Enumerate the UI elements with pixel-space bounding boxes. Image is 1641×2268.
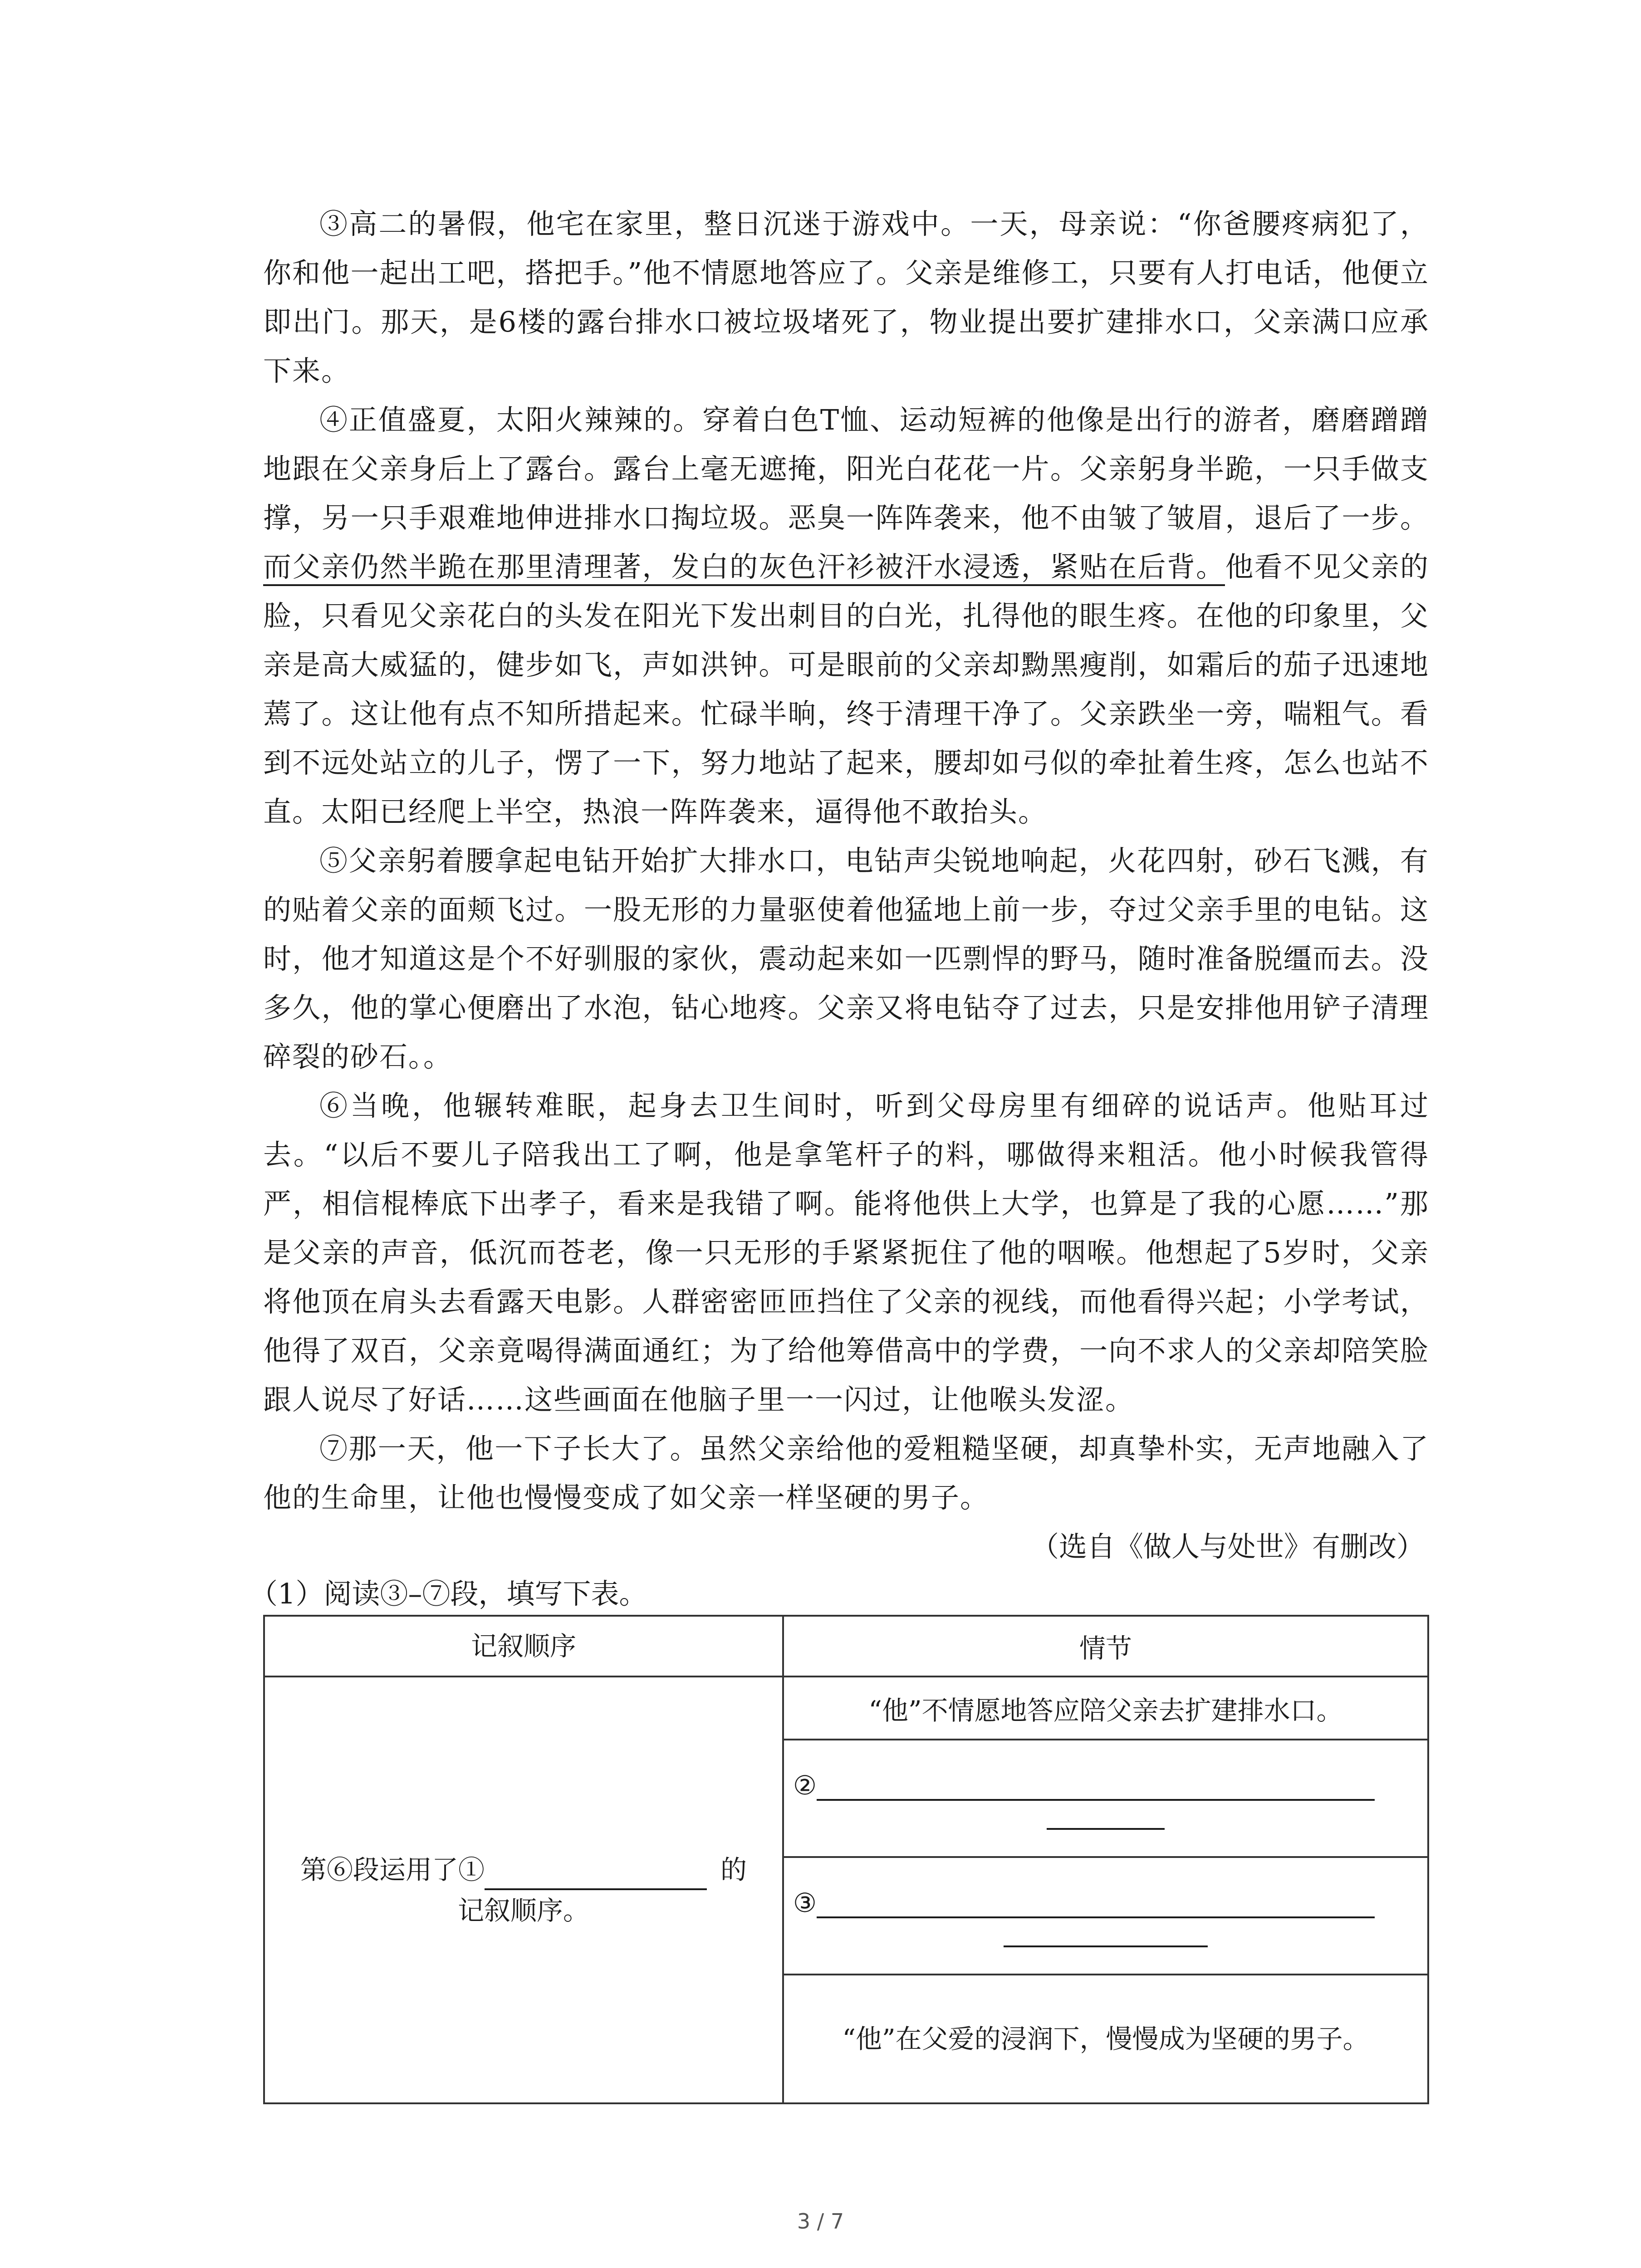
answer-blank-2-line-2[interactable] — [1047, 1801, 1165, 1830]
question-prompt: （1）阅读③–⑦段，填写下表。 — [250, 1577, 647, 1610]
plot-cell-3 — [783, 1857, 1428, 1975]
paragraph-7: ⑦那一天，他一下子长大了。虽然父亲给他的爱粗糙坚硬，却真挚朴实，无声地融入了他的生命里，让他也慢慢变成了如父亲一样坚硬的男子。 — [263, 1432, 1429, 1514]
source-citation: （选自《做人与处世》有删改） — [1030, 1530, 1425, 1563]
header-narrative-order: 记叙顺序 — [264, 1616, 783, 1677]
plot-cell-2 — [783, 1740, 1428, 1857]
passage — [250, 200, 1429, 1617]
underlined-sentence: 而父亲仍然半跪在那里清理著，发白的灰色汗衫被汗水浸透，紧贴在后背。 — [263, 550, 1225, 586]
narrative-order-suffix: 的 — [720, 1854, 747, 1885]
blank-2-label: ② — [793, 1769, 817, 1801]
narrative-order-cell — [264, 1677, 783, 2103]
blank-3-label: ③ — [793, 1887, 817, 1918]
plot-cell-1: “他”不情愿地答应陪父亲去扩建排水口。 — [783, 1677, 1428, 1740]
paragraph-4 — [263, 396, 1429, 836]
page-number: 3 / 7 — [797, 2209, 844, 2234]
paragraph-4-part-1: ④正值盛夏，太阳火辣辣的。穿着白色T恤、运动短裤的他像是出行的游者，磨磨蹭蹭地跟在父亲身后上了露台。露台上毫无遮掩，阳光白花花一片。父亲躬身半跪，一只手做支撑，另一只手艰难地伸进排水口掏垃圾。恶臭一阵阵袭来，他不由皱了皱眉，退后了一步。 — [263, 403, 1429, 534]
plot-cell-4 — [783, 1975, 1428, 2103]
paragraph-5: ⑤父亲躬着腰拿起电钻开始扩大排水口，电钻声尖锐地响起，火花四射，砂石飞溅，有的贴着父亲的面颊飞过。一股无形的力量驱使着他猛地上前一步，夺过父亲手里的电钻。这时，他才知道这是个不好驯服的家伙，震动起来如一匹剽悍的野马，随时准备脱缰而去。没多久，他的掌心便磨出了水泡，钻心地疼。父亲又将电钻夺了过去，只是安排他用铲子清理碎裂的砂石。。 — [263, 844, 1429, 1073]
answer-blank-3-line-1[interactable] — [817, 1885, 1375, 1918]
answer-table — [263, 1615, 1429, 2104]
plot-cell-4-text: “他”在父爱的浸润下，慢慢成为坚硬的男子。 — [842, 2023, 1369, 2054]
paragraph-3: ③高二的暑假，他宅在家里，整日沉迷于游戏中。一天，母亲说：“你爸腰疼病犯了，你和他一起出工吧，搭把手。”他不情愿地答应了。父亲是维修工，只要有人打电话，他便立即出门。那天，是6楼的露台排水口被垃圾堵死了，物业提出要扩建排水口，父亲满口应承下来。 — [263, 207, 1429, 387]
paragraph-6: ⑥当晚，他辗转难眠，起身去卫生间时，听到父母房里有细碎的说话声。他贴耳过去。“以后不要儿子陪我出工了啊，他是拿笔杆子的料，哪做得来粗活。他小时候我管得严，相信棍棒底下出孝子，看来是我错了啊。能将他供上大学，也算是了我的心愿……”那是父亲的声音，低沉而苍老，像一只无形的手紧紧扼住了他的咽喉。他想起了5岁时，父亲将他顶在肩头去看露天电影。人群密密匝匝挡住了父亲的视线，而他看得兴起；小学考试，他得了双百，父亲竟喝得满面通红；为了给他筹借高中的学费，一向不求人的父亲却陪笑脸跟人说尽了好话……这些画面在他脑子里一一闪过，让他喉头发涩。 — [263, 1089, 1429, 1416]
header-plot: 情节 — [783, 1616, 1428, 1677]
answer-blank-3-line-2[interactable] — [1004, 1918, 1208, 1947]
narrative-order-prefix: 第⑥段运用了① — [300, 1854, 485, 1885]
paragraph-4-part-2: 他看不见父亲的脸，只看见父亲花白的头发在阳光下发出刺目的白光，扎得他的眼生疼。在他的印象里，父亲是高大威猛的，健步如飞，声如洪钟。可是眼前的父亲却黝黑瘦削，如霜后的茄子迅速地蔫了。这让他有点不知所措起来。忙碌半晌，终于清理干净了。父亲跌坐一旁，喘粗气。看到不远处站立的儿子，愣了一下，努力地站了起来，腰却如弓似的牵扯着生疼，怎么也站不直。太阳已经爬上半空，热浪一阵阵袭来，逼得他不敢抬头。 — [263, 550, 1429, 828]
answer-blank-1[interactable] — [485, 1857, 707, 1890]
answer-blank-2-line-1[interactable] — [817, 1767, 1375, 1801]
narrative-order-line-2: 记叙顺序。 — [457, 1895, 589, 1926]
